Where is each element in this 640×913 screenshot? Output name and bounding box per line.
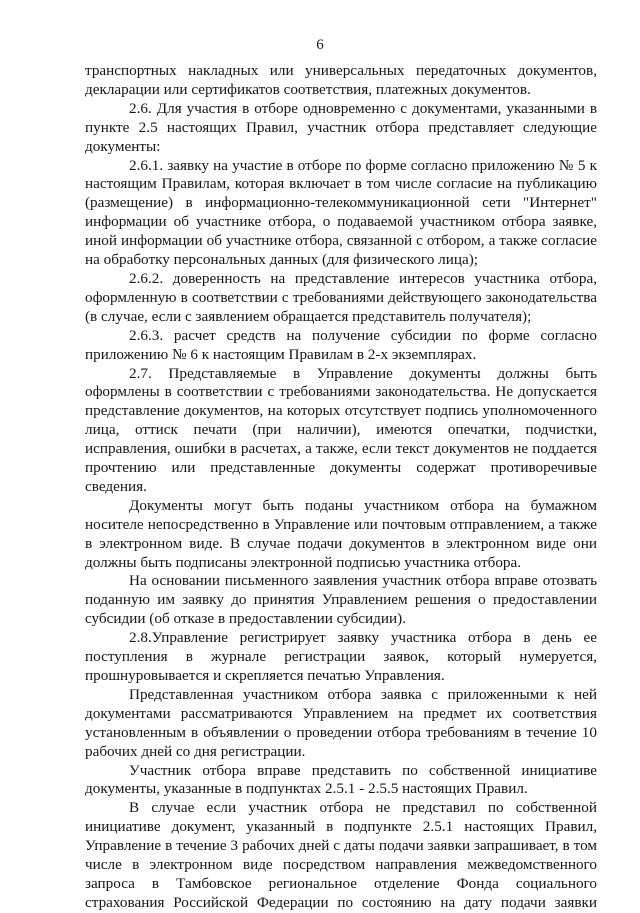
paragraph-2-6-1: 2.6.1. заявку на участие в отборе по форме согласно приложению № 5 к настоящим Правилам, которая включает в том числе согласие на публикацию (размещение) в информационно-телекоммуникационной сети "Интернет" информации об участнике отбора, о подаваемой участником отбора заявке, иной информации об участнике отбора, связанной с отбором, а также согласие на обработку персональных данных (для физического лица); [85, 156, 597, 269]
paragraph-own-initiative: Участник отбора вправе представить по собственной инициативе документы, указанные в подпунктах 2.5.1 - 2.5.5 настоящих Правил. [85, 761, 597, 798]
paragraph-2-6-3: 2.6.3. расчет средств на получение субсидии по форме согласно приложению № 6 к настоящим Правилам в 2-х экземплярах. [85, 326, 597, 363]
paragraph-2-7: 2.7. Представляемые в Управление документы должны быть оформлены в соответствии с требованиями законодательства. Не допускается представление документов, на которых отсутствует подпись уполномоченного лица, оттиск печати (при наличии), имеются опечатки, подчистки, исправления, ошибки в расчетах, а также, если текст документов не поддается прочтению или представленные документы содержат противоречивые сведения. [85, 364, 597, 495]
paragraph-2-6-2: 2.6.2. доверенность на представление интересов участника отбора, оформленную в соответствии с требованиями действующего законодательства (в случае, если с заявлением обращается представитель получателя); [85, 269, 597, 325]
document-body [85, 62, 597, 913]
page-number: 6 [316, 37, 324, 53]
paragraph-2-6: 2.6. Для участия в отборе одновременно с документами, указанными в пункте 2.5 настоящих Правил, участник отбора представляет следующие документы: [85, 99, 597, 155]
paragraph-review-period: Представленная участником отбора заявка с приложенными к ней документами рассматриваются Управлением на предмет их соответствия установленным в объявлении о проведении отбора требованиям в течение 10 рабочих дней со дня регистрации. [85, 685, 597, 760]
paragraph-withdrawal: На основании письменного заявления участник отбора вправе отозвать поданную им заявку до принятия Управлением решения о предоставлении субсидии (об отказе в предоставлении субсидии). [85, 572, 597, 628]
paragraph-interagency-request: В случае если участник отбора не представил по собственной инициативе документ, указанный в подпункте 2.5.1 настоящих Правил, Управление в течение 3 рабочих дней с даты подачи заявки запрашивает, в том числе в электронном виде посредством направления межведомственного запроса в Тамбовское региональное отделение Фонда социального страхования Российской Федерации по состоянию на дату подачи заявки [85, 799, 597, 911]
paragraph-2-8: 2.8.Управление регистрирует заявку участника отбора в день ее поступления в журнале регистрации заявок, который нумеруется, прошнуровывается и скрепляется печатью Управления. [85, 629, 597, 684]
paragraph-documents-list-end: транспортных накладных или универсальных передаточных документов, декларации или сертификатов соответствия, платежных документов. [85, 62, 597, 98]
paragraph-submission-methods: Документы могут быть поданы участником отбора на бумажном носителе непосредственно в Управление или почтовым отправлением, а также в электронном виде. В случае подачи документов в электронном виде они должны быть подписаны электронной подписью участника отбора. [85, 496, 597, 571]
